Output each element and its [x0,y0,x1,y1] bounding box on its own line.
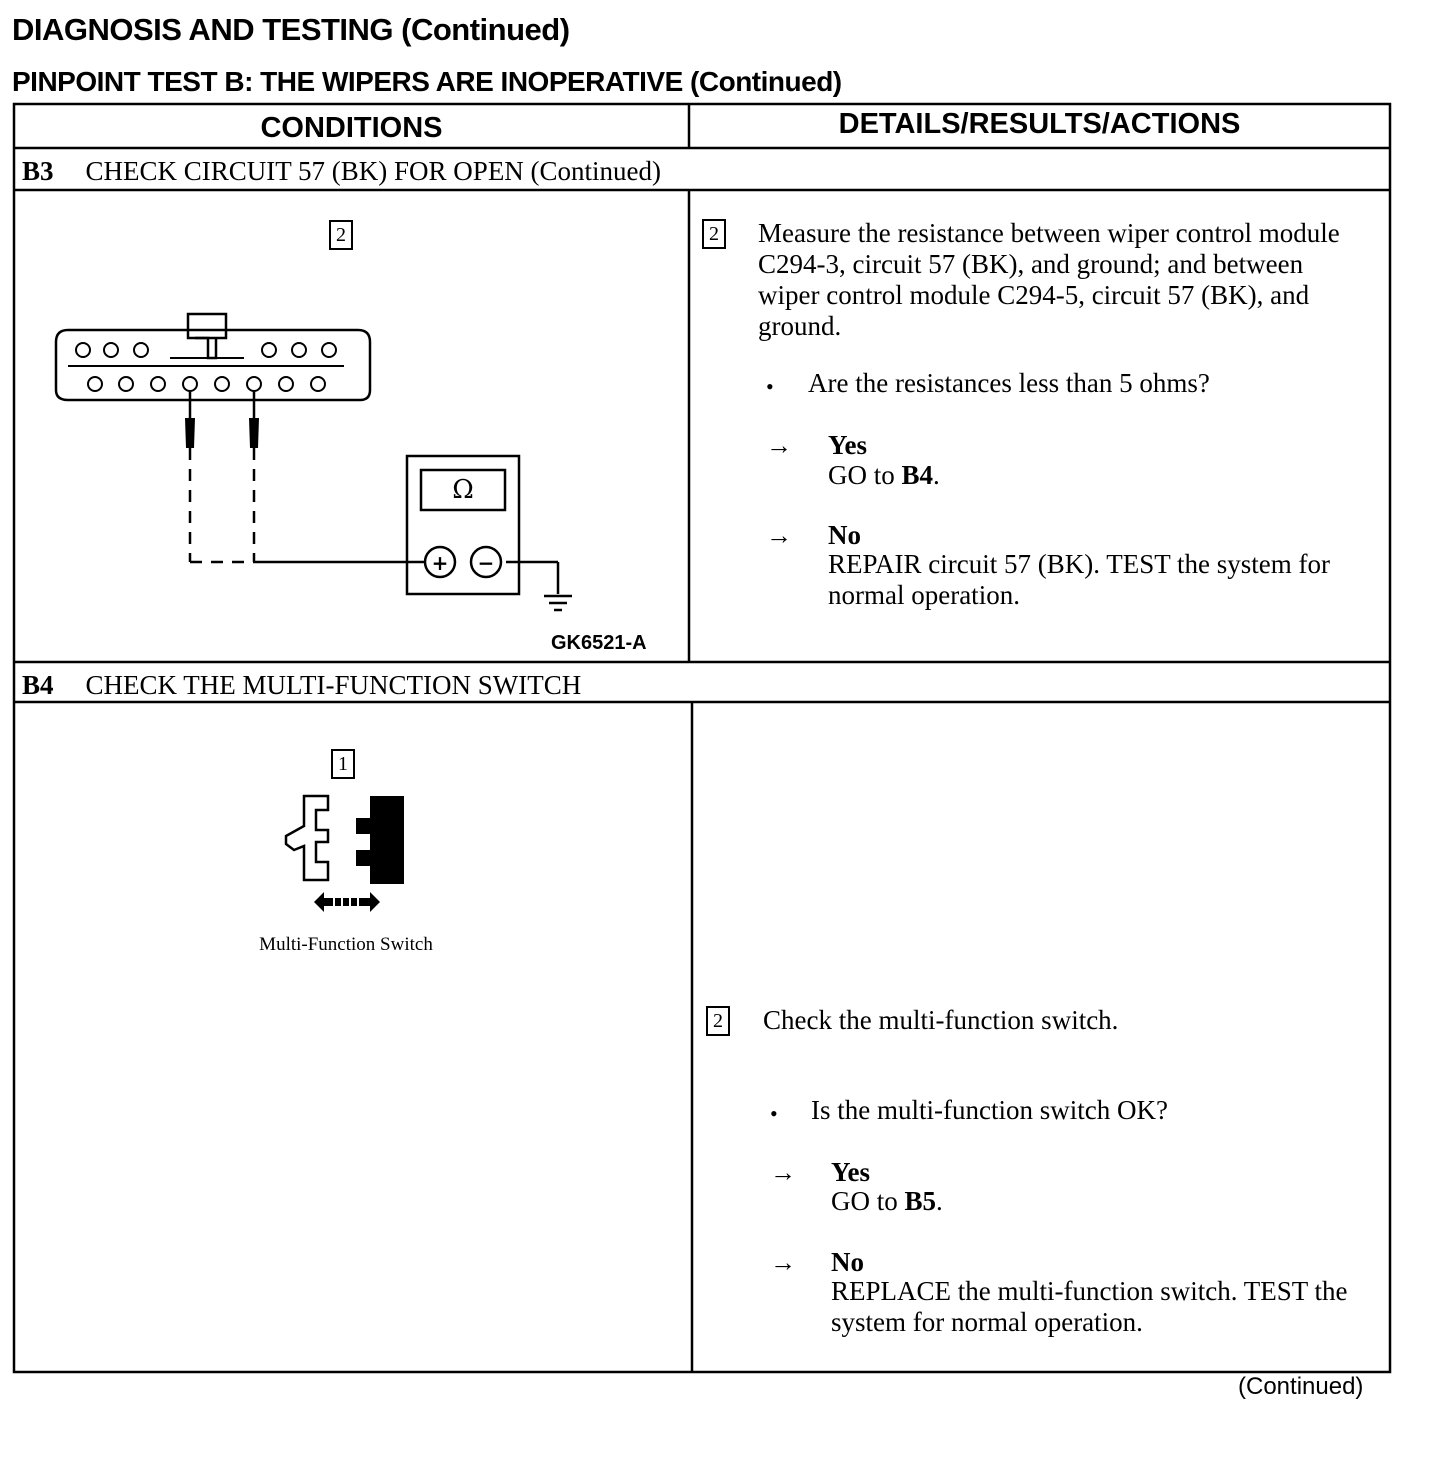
step-b3-id: B3 [22,156,54,186]
meter-probes [185,418,259,448]
b4-instruction: Check the multi-function switch. [763,1005,1119,1035]
header-conditions: CONDITIONS [260,112,443,144]
page-title: DIAGNOSIS AND TESTING (Continued) [12,12,570,47]
b3-figure-callout: 2 [329,220,353,250]
b3-yes-label: Yes [828,430,867,460]
b3-yes-action: GO to B4. [828,460,940,490]
b4-question: Is the multi-function switch OK? [811,1095,1168,1125]
connector-resistance-diagram [40,300,640,630]
b3-figure-code: GK6521-A [551,632,647,654]
ohm-symbol: Ω [452,475,474,505]
pinpoint-test-title: PINPOINT TEST B: THE WIPERS ARE INOPERATIVE (Continued) [12,66,842,97]
b3-no-action: REPAIR circuit 57 (BK). TEST the system for normal operation. [828,549,1330,610]
b3-step-number: 2 [702,219,726,249]
ground-icon [544,596,572,610]
b4-yes-action: GO to B5. [831,1186,943,1216]
header-details: DETAILS/RESULTS/ACTIONS [838,108,1241,140]
b3-no-arrow: → [766,521,792,550]
b4-no-arrow: → [770,1248,796,1277]
step-b3-row [22,156,661,187]
b3-no-label: No [828,520,861,550]
b3-bullet: • [766,374,774,399]
step-b4-row [22,670,581,701]
b4-figure-caption: Multi-Function Switch [259,934,433,955]
step-b4-title: CHECK THE MULTI-FUNCTION SWITCH [85,670,582,700]
connector-latch [188,314,226,338]
step-b4-id: B4 [22,670,54,700]
b4-no-action: REPLACE the multi-function switch. TEST the system for normal operation. [831,1276,1348,1337]
b4-yes-arrow: → [770,1158,796,1187]
positive-terminal-label: + [431,551,449,575]
b4-bullet: • [770,1101,778,1126]
step-b3-title: CHECK CIRCUIT 57 (BK) FOR OPEN (Continued) [85,156,662,186]
b3-question: Are the resistances less than 5 ohms? [808,368,1210,398]
b3-instruction: Measure the resistance between wiper control module C294-3, circuit 57 (BK), and ground; and between wiper control module C294-5, circuit 57 (BK), and ground. [758,218,1340,341]
continued-footer: (Continued) [1238,1373,1364,1400]
b4-figure-callout: 1 [331,749,355,779]
connector-pins-top [76,343,336,357]
b4-yes-label: Yes [831,1157,870,1187]
b4-step-number: 2 [706,1006,730,1036]
b4-no-label: No [831,1247,864,1277]
connector-pins-bottom [88,377,325,391]
negative-terminal-label: − [477,551,495,575]
b3-yes-arrow: → [766,431,792,460]
multi-function-switch-icon [276,790,416,920]
